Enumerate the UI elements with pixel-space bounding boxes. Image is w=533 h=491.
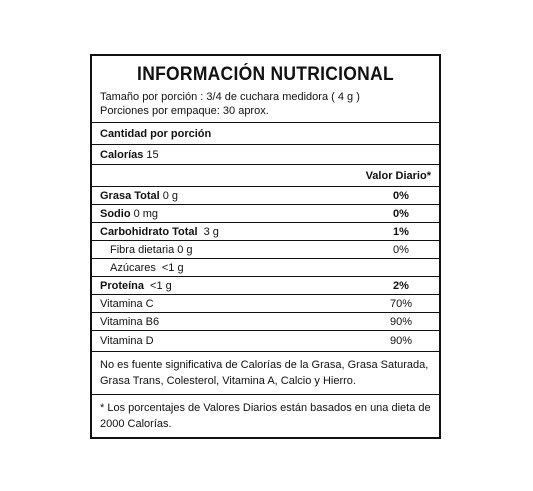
nutrient-label: Grasa Total (100, 189, 160, 202)
nutrition-facts-label (90, 54, 441, 439)
vitamin-label: Vitamina D (100, 335, 154, 347)
nutrient-amount: <1 g (161, 261, 184, 274)
nutrient-dv: 0% (393, 189, 409, 202)
nutrient-dv: 0% (393, 207, 409, 220)
label-header (92, 56, 439, 123)
vitamin-row-b6 (92, 313, 439, 331)
nutrient-row-sugars (92, 259, 439, 277)
nutrient-amount: 0 g (162, 189, 179, 202)
calories-value: 15 (146, 148, 159, 161)
amount-per-serving-row (92, 123, 439, 145)
nutrient-label: Azúcares (110, 261, 156, 274)
nutrient-amount: 3 g (203, 225, 219, 238)
servings-per-container: Porciones por empaque: 30 aprox. (100, 105, 269, 117)
vitamin-label: Vitamina C (100, 297, 154, 310)
nutrient-row-carbs (92, 223, 439, 241)
significance-note: No es fuente significativa de Calorías de la Grasa, Grasa Saturada, Grasa Trans, Colesterol, Vitamina A, Calcio y Hierro. (92, 352, 439, 395)
nutrient-dv: 1% (393, 225, 409, 238)
nutrient-amount: 0 g (177, 243, 193, 256)
nutrient-amount: 0 mg (133, 207, 159, 220)
label-title: INFORMACIÓN NUTRICIONAL (137, 64, 394, 85)
calories-label: Calorías (100, 148, 144, 161)
vitamin-row-d (92, 331, 439, 352)
dv-header-row (92, 165, 439, 187)
nutrient-amount: <1 g (150, 279, 172, 292)
nutrient-dv: 2% (393, 279, 409, 292)
vitamin-dv: 70% (389, 297, 413, 310)
nutrient-label: Fibra dietaria (110, 243, 175, 256)
vitamin-row-c (92, 295, 439, 313)
nutrient-label: Sodio (100, 207, 131, 220)
nutrient-row-fiber (92, 241, 439, 259)
nutrient-row-fat (92, 187, 439, 205)
daily-value-footnote: * Los porcentajes de Valores Diarios están basados en una dieta de 2000 Calorías. (100, 402, 431, 430)
vitamin-dv: 90% (389, 315, 413, 328)
dv-header: Valor Diario* (365, 169, 431, 182)
nutrient-row-sodium (92, 205, 439, 223)
nutrient-label: Carbohidrato Total (100, 225, 198, 238)
amount-per-serving: Cantidad por porción (100, 127, 212, 140)
calories-row (92, 145, 439, 165)
vitamin-label: Vitamina B6 (100, 315, 160, 328)
nutrient-label: Proteína (100, 279, 145, 292)
nutrient-row-protein (92, 277, 439, 295)
nutrient-dv: 0% (393, 243, 409, 256)
serving-size: Tamaño por porción : 3/4 de cuchara medidora ( 4 g ) (100, 91, 360, 103)
vitamin-dv: 90% (389, 335, 413, 347)
